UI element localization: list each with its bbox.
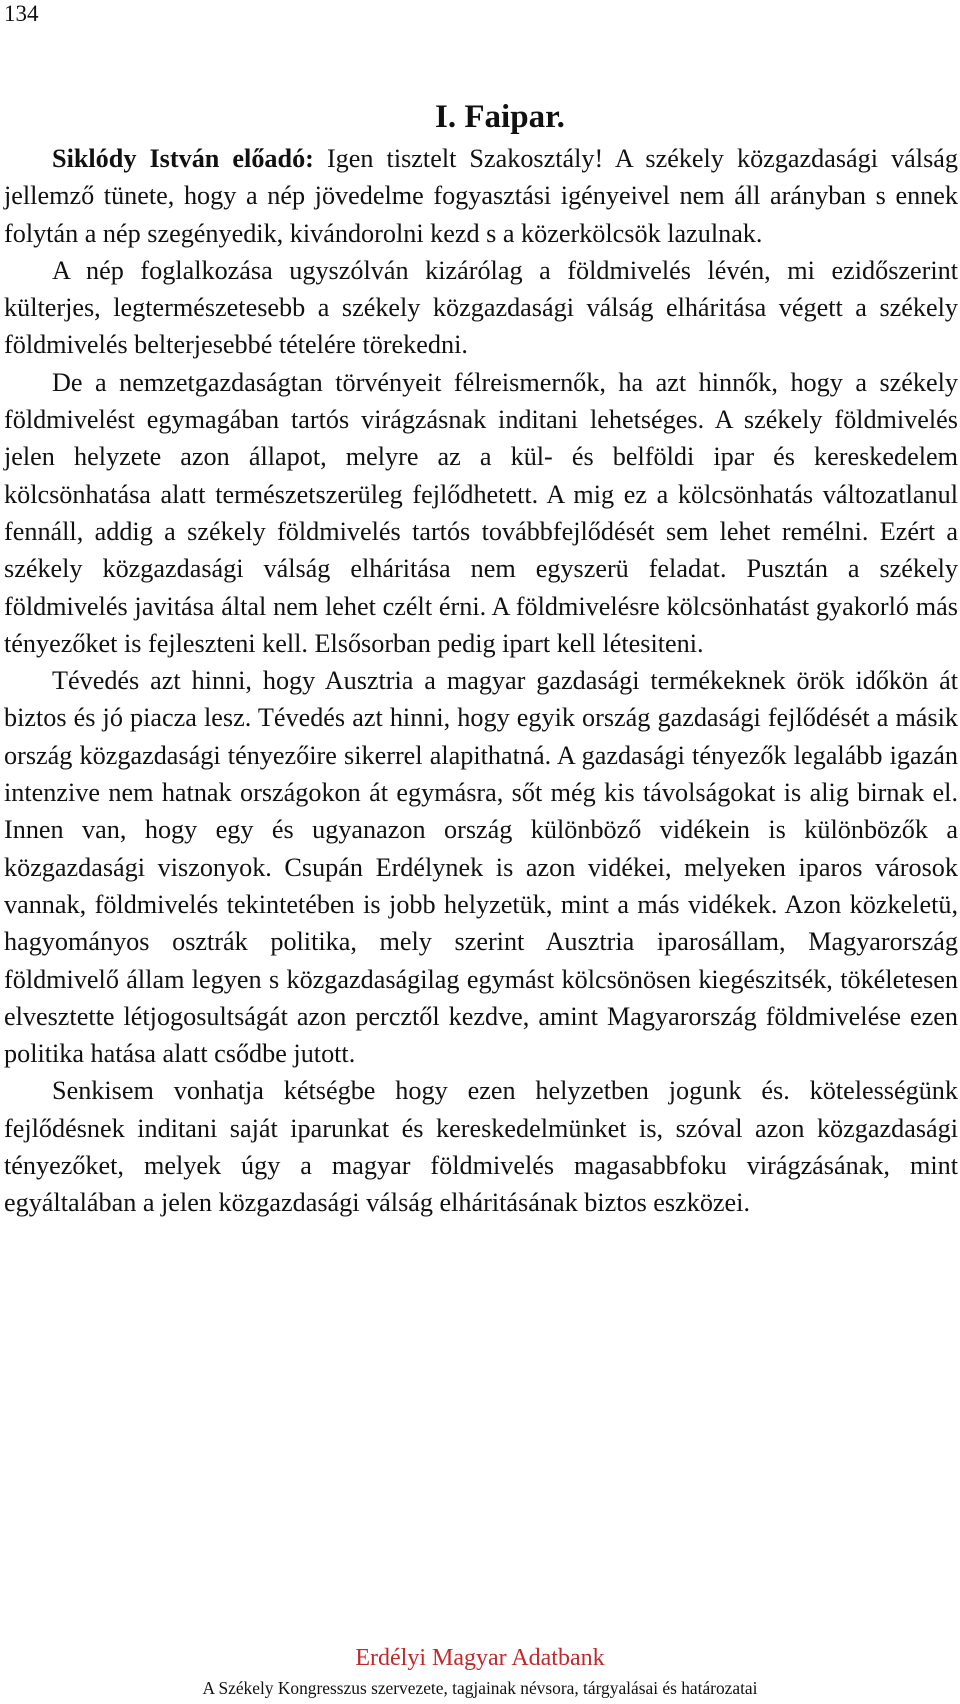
paragraph-1-text: Igen tisztelt Szakosztály! A székely közgazdasági válság jellemző tünete, hogy a nép jövedelme fogyasztási igényeivel nem áll arányban s ennek folytán a nép szegényedik, kivándorolni kezd s a közerkölcsök lazulnak.: [4, 144, 958, 248]
footer-site-link[interactable]: Erdélyi Magyar Adatbank: [355, 1645, 605, 1671]
paragraph-2: A nép foglalkozása ugyszólván kizárólag a földmivelés lévén, mi ezidőszerint külterjes, legtermészetesebb a székely közgazdasági válság elháritása végett a székely földmivelés belterjesebbé tételére törekedni.: [4, 255, 958, 360]
speaker-name: Siklódy István előadó:: [52, 144, 314, 173]
page-number: 134: [4, 1, 39, 26]
section-title: I. Faipar.: [435, 99, 565, 135]
body-text: [4, 140, 958, 1222]
footer-subtitle: A Székely Kongresszus szervezete, tagjainak névsora, tárgyalásai és határozatai: [202, 1678, 758, 1698]
paragraph-4: Tévedés azt hinni, hogy Ausztria a magyar gazdasági termékeknek örök időkön át biztos és jó piacza lesz. Tévedés azt hinni, hogy egyik ország gazdasági fejlődését a másik ország közgazdasági tényezőire sikerrel alapithatná. A gazdasági tényezők legalább igazán intenzive nem hatnak országokon át egymásra, sőt még kis távolságokat is alig birnak el. Innen van, hogy egy és ugyanazon ország különböző vidékein is különbözők a közgazdasági viszonyok. Csupán Erdélynek is azon vidékei, melyeken iparos városok vannak, földmivelés tekintetében is jobb helyzetük, mint a más vidékek. Azon közkeletü, hagyományos osztrák politika, mely szerint Ausztria iparosállam, Magyarország földmivelő állam legyen s közgazdaságilag egymást kölcsönösen kiegészitsék, tökéletesen elvesztette létjogosultságát azon percztől kezdve, amint Magyarország földmivelése ezen politika hatása alatt csődbe jutott.: [4, 666, 958, 1069]
paragraph-5: Senkisem vonhatja kétségbe hogy ezen helyzetben jogunk és. kötelességünk fejlődésnek inditani saját iparunkat és kereskedelmünket is, szóval azon közgazdasági tényezőket, melyek úgy a magyar földmivelés magasabbfoku virágzásának, mint egyáltalában a jelen közgazdasági válság elháritásának biztos eszközei.: [4, 1076, 958, 1218]
paragraph-1: [4, 140, 958, 252]
paragraph-3: De a nemzetgazdaságtan törvényeit félreismernők, ha azt hinnők, hogy a székely földmivelést egymagában tartós virágzásnak inditani lehetséges. A székely földmivelés jelen helyzete azon állapot, melyre az a kül- és belföldi ipar és kereskedelem kölcsönhatása alatt természetszerüleg fejlődhetett. A mig ez a kölcsönhatás változatlanul fennáll, addig a székely földmivelés tartós továbbfejlődését sem lehet remélni. Ezért a székely közgazdasági válság elháritása nem egyszerü feladat. Pusztán a székely földmivelés javitása által nem lehet czélt érni. A földmivelésre kölcsönhatást gyakorló más tényezőket is fejleszteni kell. Elsősorban pedig ipart kell létesiteni.: [4, 367, 958, 658]
